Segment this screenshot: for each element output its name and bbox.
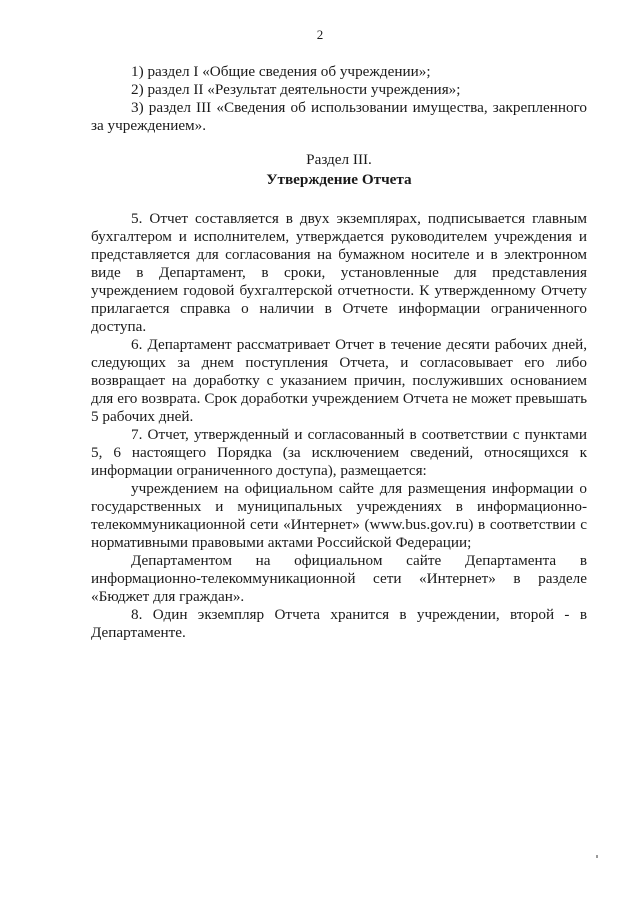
section-label: Раздел III.: [306, 151, 372, 168]
list-item: 3) раздел III «Сведения об использовании имущества, закрепленного за учреждением».: [91, 99, 587, 134]
report-sections-list: [91, 63, 587, 135]
list-item: 1) раздел I «Общие сведения об учреждении»;: [131, 63, 431, 80]
paragraph-7-department: Департаментом на официальном сайте Департамента в информационно-телекоммуникационной сети «Интернет» в разделе «Бюджет для граждан».: [91, 552, 587, 605]
scan-speck: [596, 855, 598, 858]
paragraph-5: 5. Отчет составляется в двух экземплярах, подписывается главным бухгалтером и исполнителем, утверждается руководителем учреждения и представляется для согласования на бумажном носителе и в электронном виде в Департамент, в сроки, установленные для представления учреждением годовой бухгалтерской отчетности. К утвержденному Отчету прилагается справка о наличии в Отчете информации ограниченного доступа.: [91, 210, 587, 335]
page-number: 2: [316, 27, 324, 42]
paragraph-7: 7. Отчет, утвержденный и согласованный в соответствии с пунктами 5, 6 настоящего Порядка (за исключением сведений, относящихся к информации ограниченного доступа), размещается:: [91, 426, 587, 479]
list-item: 2) раздел II «Результат деятельности учреждения»;: [131, 81, 461, 98]
paragraph-8: 8. Один экземпляр Отчета хранится в учреждении, второй - в Департаменте.: [91, 606, 587, 641]
section-heading: [91, 150, 587, 190]
section-title: Утверждение Отчета: [266, 171, 412, 188]
paragraph-6: 6. Департамент рассматривает Отчет в течение десяти рабочих дней, следующих за днем поступления Отчета, и согласовывает его либо возвращает на доработку с указанием причин, послуживших основанием для его возврата. Срок доработки учреждением Отчета не может превышать 5 рабочих дней.: [91, 336, 587, 425]
section-body: [91, 210, 587, 642]
paragraph-7-institution: учреждением на официальном сайте для размещения информации о государственных и муниципальных учреждениях в информационно-телекоммуникационной сети «Интернет» (www.bus.gov.ru) в соответствии с нормативными правовыми актами Российской Федерации;: [91, 480, 587, 551]
